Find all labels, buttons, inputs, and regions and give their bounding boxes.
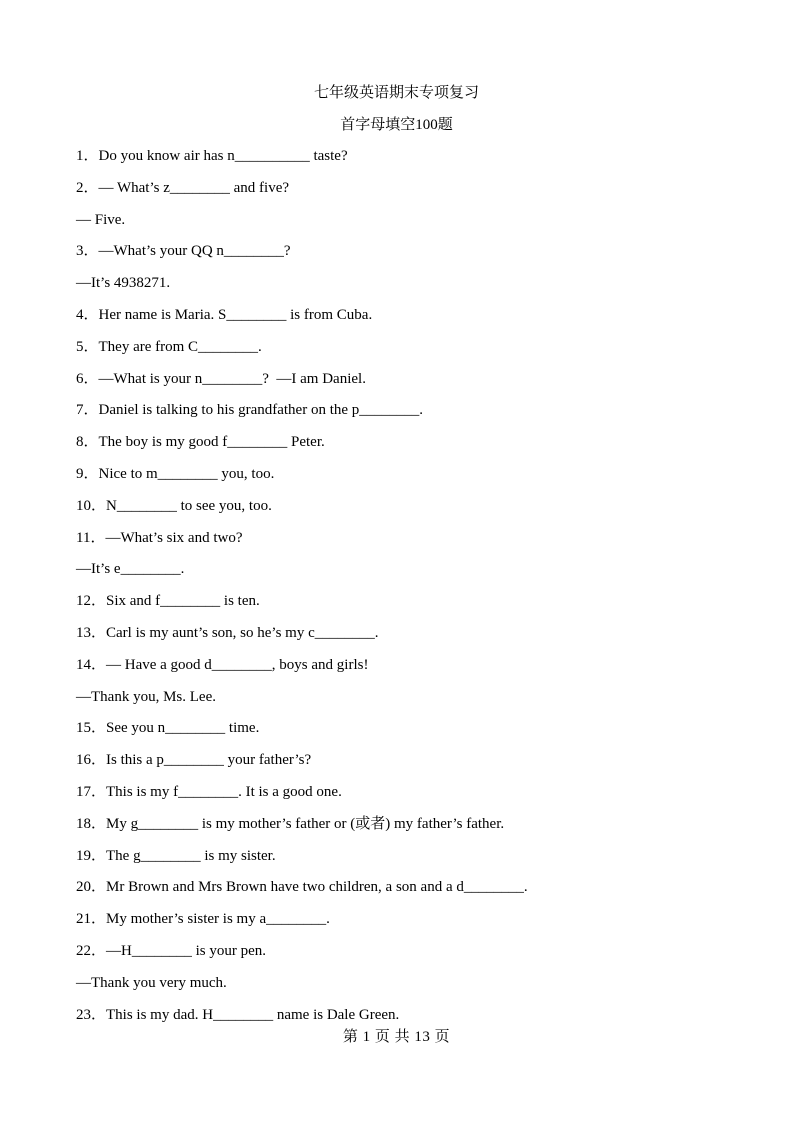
exercise-line: 22．—H________ is your pen.: [76, 942, 266, 959]
exercise-line: 17．This is my f________. It is a good one.: [76, 783, 342, 800]
exercise-line: 13．Carl is my aunt’s son, so he’s my c________.: [76, 624, 379, 641]
exercise-line: 7．Daniel is talking to his grandfather on the p________.: [76, 402, 424, 419]
exercise-line: 18．My g________ is my mother’s father or (或者) my father’s father.: [76, 815, 505, 832]
exercise-line: 8．The boy is my good f________ Peter.: [76, 434, 325, 451]
page-subtitle: 首字母填空100题: [340, 117, 453, 133]
exercise-line: —It’s e________.: [76, 561, 185, 578]
exercise-line: 9．Nice to m________ you, too.: [76, 465, 275, 482]
exercise-line: 4．Her name is Maria. S________ is from Cuba.: [76, 306, 373, 323]
exercise-line: 14．— Have a good d________, boys and girls!: [76, 656, 369, 673]
exercise-line: 3．—What’s your QQ n________?: [76, 243, 291, 260]
exercise-line: 15．See you n________ time.: [76, 720, 260, 737]
exercise-line: —Thank you, Ms. Lee.: [76, 688, 216, 705]
exercise-line: — Five.: [76, 211, 126, 228]
exercise-list: [76, 146, 756, 1036]
exercise-line: 16．Is this a p________ your father’s?: [76, 752, 312, 769]
page-footer: 第 1 页 共 13 页: [342, 1029, 451, 1045]
exercise-line: 19．The g________ is my sister.: [76, 847, 276, 864]
exercise-line: 23．This is my dad. H________ name is Dale Green.: [76, 1006, 400, 1023]
exercise-line: 5．They are from C________.: [76, 338, 262, 355]
exercise-line: 20．Mr Brown and Mrs Brown have two children, a son and a d________.: [76, 879, 528, 896]
page-title: 七年级英语期末专项复习: [313, 85, 479, 101]
exercise-line: 12．Six and f________ is ten.: [76, 593, 260, 610]
exercise-line: 10．N________ to see you, too.: [76, 497, 272, 514]
exercise-line: —Thank you very much.: [76, 974, 227, 991]
exercise-line: 2．— What’s z________ and five?: [76, 179, 290, 196]
exercise-line: 1．Do you know air has n__________ taste?: [76, 148, 348, 164]
exercise-line: 6．—What is your n________? —I am Daniel.: [76, 370, 366, 387]
exercise-line: 11．—What’s six and two?: [76, 529, 243, 546]
exercise-line: —It’s 4938271.: [76, 275, 171, 292]
exercise-line: 21．My mother’s sister is my a________.: [76, 911, 330, 928]
